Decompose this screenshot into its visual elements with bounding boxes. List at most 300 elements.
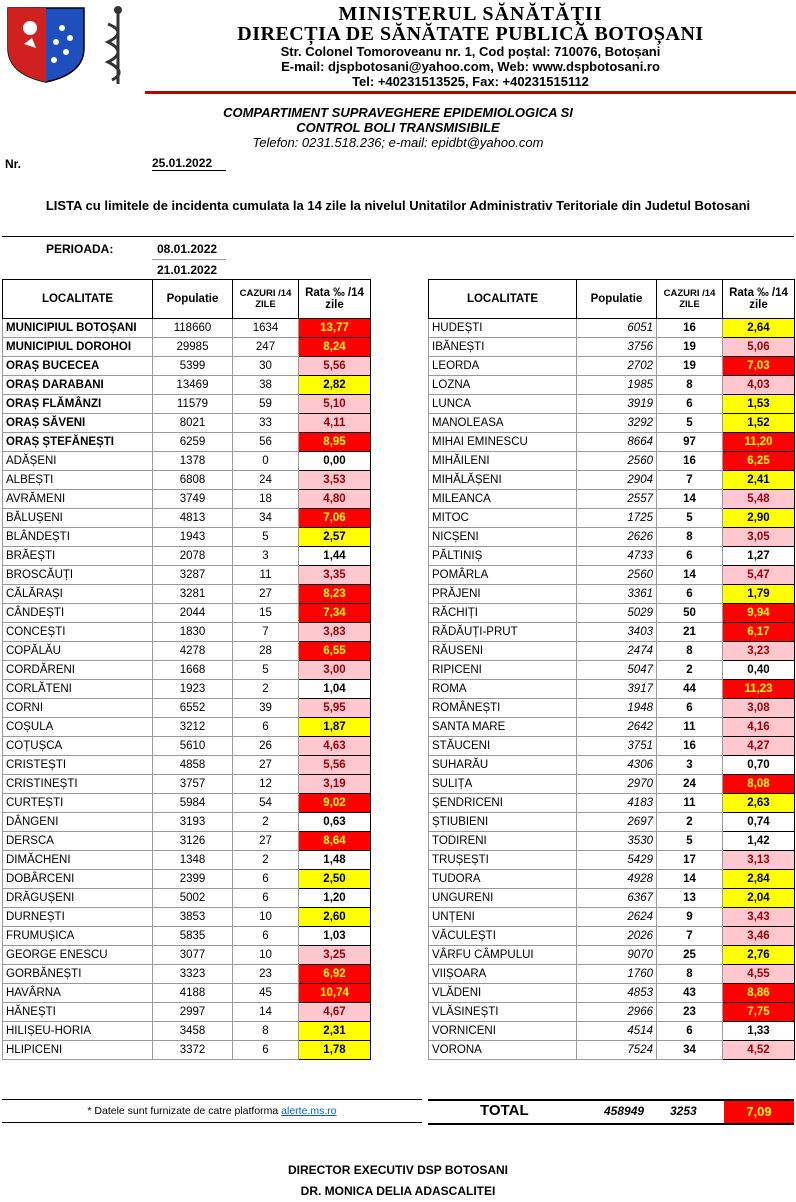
locality-cell: ȘENDRICENI — [429, 794, 577, 813]
table-row — [429, 528, 795, 547]
rate-cell: 7,06 — [299, 509, 371, 528]
cases-cell: 10 — [233, 946, 299, 965]
department-line-1: COMPARTIMENT SUPRAVEGHERE EPIDEMIOLOGICA SI — [223, 105, 573, 120]
department-line-2: CONTROL BOLI TRANSMISIBILE — [296, 120, 500, 135]
cases-cell: 6 — [657, 547, 723, 566]
address: Str. Colonel Tomoroveanu nr. 1, Cod poștal: 710076, Botoșani — [280, 44, 661, 59]
cases-cell: 10 — [233, 908, 299, 927]
table-row — [3, 680, 371, 699]
locality-cell: DÂNGENI — [3, 813, 153, 832]
locality-cell: CRISTEȘTI — [3, 756, 153, 775]
population-cell: 2474 — [577, 642, 657, 661]
locality-cell: HILIȘEU-HORIA — [3, 1022, 153, 1041]
table-row — [3, 566, 371, 585]
locality-cell: RIPICENI — [429, 661, 577, 680]
population-cell: 2904 — [577, 471, 657, 490]
locality-cell: LEORDA — [429, 357, 577, 376]
cases-cell: 16 — [657, 452, 723, 471]
locality-cell: VLĂDENI — [429, 984, 577, 1003]
rate-cell: 4,55 — [723, 965, 795, 984]
population-cell: 3403 — [577, 623, 657, 642]
locality-cell: COȚUȘCA — [3, 737, 153, 756]
locality-cell: CĂLĂRAȘI — [3, 585, 153, 604]
locality-cell: COȘULA — [3, 718, 153, 737]
cases-cell: 12 — [233, 775, 299, 794]
population-cell: 1378 — [153, 452, 233, 471]
rate-cell: 8,23 — [299, 585, 371, 604]
locality-cell: AVRĂMENI — [3, 490, 153, 509]
table-row — [3, 452, 371, 471]
population-cell: 4813 — [153, 509, 233, 528]
population-cell: 2626 — [577, 528, 657, 547]
rate-cell: 5,56 — [299, 357, 371, 376]
cases-cell: 43 — [657, 984, 723, 1003]
table-row — [3, 1041, 371, 1060]
directorate-name: DIRECȚIA DE SĂNĂTATE PUBLICĂ BOTOȘANI — [237, 23, 704, 45]
rate-cell: 5,56 — [299, 756, 371, 775]
population-cell: 3077 — [153, 946, 233, 965]
population-cell: 13469 — [153, 376, 233, 395]
cases-cell: 6 — [657, 395, 723, 414]
population-cell: 6367 — [577, 889, 657, 908]
population-cell: 1830 — [153, 623, 233, 642]
rate-cell: 0,70 — [723, 756, 795, 775]
locality-cell: GORBĂNEȘTI — [3, 965, 153, 984]
signature-block — [0, 1160, 796, 1202]
rate-cell: 3,25 — [299, 946, 371, 965]
rate-cell: 0,00 — [299, 452, 371, 471]
cases-cell: 14 — [657, 566, 723, 585]
rate-cell: 8,95 — [299, 433, 371, 452]
locality-cell: LOZNA — [429, 376, 577, 395]
locality-cell: UNGURENI — [429, 889, 577, 908]
rate-cell: 0,74 — [723, 813, 795, 832]
population-cell: 6552 — [153, 699, 233, 718]
cases-cell: 2 — [233, 680, 299, 699]
locality-cell: ORAȘ FLĂMÂNZI — [3, 395, 153, 414]
rate-cell: 7,03 — [723, 357, 795, 376]
cases-cell: 26 — [233, 737, 299, 756]
locality-cell: HAVÂRNA — [3, 984, 153, 1003]
cases-cell: 7 — [657, 471, 723, 490]
col-population: Populatie — [577, 280, 657, 319]
table-row — [3, 604, 371, 623]
population-cell: 2560 — [577, 566, 657, 585]
cases-cell: 6 — [233, 718, 299, 737]
locality-cell: ORAȘ SĂVENI — [3, 414, 153, 433]
cases-cell: 5 — [657, 832, 723, 851]
table-row — [3, 775, 371, 794]
col-rate: Rata ‰ /14 zile — [723, 280, 795, 319]
table-row — [3, 927, 371, 946]
cases-cell: 14 — [233, 1003, 299, 1022]
table-row — [3, 338, 371, 357]
table-row — [429, 338, 795, 357]
rate-cell: 11,20 — [723, 433, 795, 452]
rate-cell: 2,63 — [723, 794, 795, 813]
locality-cell: VĂCULEȘTI — [429, 927, 577, 946]
cases-cell: 97 — [657, 433, 723, 452]
table-row — [3, 471, 371, 490]
locality-cell: ALBEȘTI — [3, 471, 153, 490]
rate-cell: 13,77 — [299, 319, 371, 338]
cases-cell: 24 — [233, 471, 299, 490]
period-divider — [152, 259, 226, 260]
population-cell: 4853 — [577, 984, 657, 1003]
table-row — [3, 832, 371, 851]
rate-cell: 5,95 — [299, 699, 371, 718]
department-block — [0, 105, 796, 150]
cases-cell: 34 — [657, 1041, 723, 1060]
source-link[interactable]: alerte.ms.ro — [281, 1105, 337, 1117]
cases-cell: 14 — [657, 490, 723, 509]
cases-cell: 8 — [657, 965, 723, 984]
table-row — [429, 604, 795, 623]
population-cell: 4183 — [577, 794, 657, 813]
rate-cell: 2,84 — [723, 870, 795, 889]
cases-cell: 3 — [233, 547, 299, 566]
rate-cell: 10,74 — [299, 984, 371, 1003]
rate-cell: 8,86 — [723, 984, 795, 1003]
rate-cell: 2,57 — [299, 528, 371, 547]
rate-cell: 3,43 — [723, 908, 795, 927]
rate-cell: 1,53 — [723, 395, 795, 414]
locality-cell: RĂUSENI — [429, 642, 577, 661]
population-cell: 8664 — [577, 433, 657, 452]
population-cell: 3372 — [153, 1041, 233, 1060]
locality-cell: MIHĂLĂȘENI — [429, 471, 577, 490]
locality-cell: ORAȘ DARABANI — [3, 376, 153, 395]
population-cell: 1760 — [577, 965, 657, 984]
table-row — [3, 794, 371, 813]
population-cell: 3917 — [577, 680, 657, 699]
population-cell: 3530 — [577, 832, 657, 851]
population-cell: 1725 — [577, 509, 657, 528]
locality-cell: BLÂNDEȘTI — [3, 528, 153, 547]
table-row — [3, 661, 371, 680]
rate-cell: 2,41 — [723, 471, 795, 490]
rate-cell: 1,52 — [723, 414, 795, 433]
locality-cell: MANOLEASA — [429, 414, 577, 433]
locality-cell: MIHAI EMINESCU — [429, 433, 577, 452]
cases-cell: 11 — [233, 566, 299, 585]
locality-cell: DOBÂRCENI — [3, 870, 153, 889]
population-cell: 3756 — [577, 338, 657, 357]
population-cell: 4858 — [153, 756, 233, 775]
locality-cell: DURNEȘTI — [3, 908, 153, 927]
table-row — [3, 946, 371, 965]
locality-cell: SUHARĂU — [429, 756, 577, 775]
population-cell: 3458 — [153, 1022, 233, 1041]
rate-cell: 4,27 — [723, 737, 795, 756]
rate-cell: 2,82 — [299, 376, 371, 395]
cases-cell: 25 — [657, 946, 723, 965]
table-row — [3, 414, 371, 433]
cases-cell: 27 — [233, 585, 299, 604]
note-text: * Datele sunt furnizate de catre platforma — [87, 1105, 282, 1117]
rate-cell: 1,48 — [299, 851, 371, 870]
cases-cell: 56 — [233, 433, 299, 452]
locality-cell: ȘTIUBIENI — [429, 813, 577, 832]
cases-cell: 2 — [657, 813, 723, 832]
rate-cell: 3,46 — [723, 927, 795, 946]
cases-cell: 5 — [657, 509, 723, 528]
rate-cell: 1,42 — [723, 832, 795, 851]
population-cell: 1948 — [577, 699, 657, 718]
table-row — [429, 965, 795, 984]
population-cell: 2044 — [153, 604, 233, 623]
table-row — [429, 699, 795, 718]
population-cell: 4278 — [153, 642, 233, 661]
population-cell: 4188 — [153, 984, 233, 1003]
cases-cell: 27 — [233, 756, 299, 775]
ministry-name: MINISTERUL SĂNĂTĂȚII — [338, 3, 603, 25]
locality-cell: MILEANCA — [429, 490, 577, 509]
population-cell: 2697 — [577, 813, 657, 832]
rate-cell: 1,33 — [723, 1022, 795, 1041]
col-rate: Rata ‰ /14 zile — [299, 280, 371, 319]
table-row — [429, 566, 795, 585]
cases-cell: 27 — [233, 832, 299, 851]
population-cell: 29985 — [153, 338, 233, 357]
population-cell: 3287 — [153, 566, 233, 585]
table-row — [429, 414, 795, 433]
rate-cell: 11,23 — [723, 680, 795, 699]
table-row — [3, 623, 371, 642]
total-population: 458949 — [604, 1104, 645, 1118]
document-number-row — [0, 155, 796, 173]
table-row — [3, 433, 371, 452]
cases-cell: 7 — [657, 927, 723, 946]
population-cell: 2624 — [577, 908, 657, 927]
table-row — [429, 832, 795, 851]
col-locality: LOCALITATE — [3, 280, 153, 319]
table-row — [3, 1003, 371, 1022]
population-cell: 4928 — [577, 870, 657, 889]
table-row — [429, 319, 795, 338]
cases-cell: 2 — [233, 813, 299, 832]
nr-label: Nr. — [5, 157, 22, 171]
rate-cell: 5,06 — [723, 338, 795, 357]
locality-cell: HUDEȘTI — [429, 319, 577, 338]
locality-cell: MITOC — [429, 509, 577, 528]
population-cell: 5002 — [153, 889, 233, 908]
table-row — [429, 718, 795, 737]
table-row — [3, 889, 371, 908]
table-row — [3, 813, 371, 832]
locality-cell: TODIRENI — [429, 832, 577, 851]
cases-cell: 13 — [657, 889, 723, 908]
col-locality: LOCALITATE — [429, 280, 577, 319]
population-cell: 2560 — [577, 452, 657, 471]
table-row — [429, 623, 795, 642]
table-row — [3, 357, 371, 376]
locality-cell: NICȘENI — [429, 528, 577, 547]
population-cell: 3292 — [577, 414, 657, 433]
cases-cell: 1634 — [233, 319, 299, 338]
rate-cell: 3,53 — [299, 471, 371, 490]
table-row — [429, 547, 795, 566]
locality-cell: DRĂGUȘENI — [3, 889, 153, 908]
cases-cell: 6 — [657, 585, 723, 604]
table-row — [3, 737, 371, 756]
cases-cell: 11 — [657, 718, 723, 737]
population-cell: 5399 — [153, 357, 233, 376]
locality-cell: CORDĂRENI — [3, 661, 153, 680]
rate-cell: 3,13 — [723, 851, 795, 870]
left-table — [2, 279, 371, 1060]
rate-cell: 3,23 — [723, 642, 795, 661]
population-cell: 1668 — [153, 661, 233, 680]
total-rate: 7,09 — [724, 1101, 794, 1123]
table-row — [3, 851, 371, 870]
population-cell: 2997 — [153, 1003, 233, 1022]
director-title: DIRECTOR EXECUTIV DSP BOTOSANI — [287, 1163, 509, 1177]
locality-cell: UNȚENI — [429, 908, 577, 927]
locality-cell: CORLĂTENI — [3, 680, 153, 699]
locality-cell: ADĂȘENI — [3, 452, 153, 471]
rate-cell: 1,20 — [299, 889, 371, 908]
table-row — [429, 471, 795, 490]
locality-cell: CÂNDEȘTI — [3, 604, 153, 623]
table-row — [429, 642, 795, 661]
cases-cell: 6 — [233, 889, 299, 908]
population-cell: 3751 — [577, 737, 657, 756]
table-row — [429, 908, 795, 927]
table-row — [429, 433, 795, 452]
cases-cell: 19 — [657, 357, 723, 376]
locality-cell: PĂLTINIȘ — [429, 547, 577, 566]
table-row — [429, 1022, 795, 1041]
col-population: Populatie — [153, 280, 233, 319]
total-row — [428, 1099, 794, 1125]
locality-cell: ROMA — [429, 680, 577, 699]
table-row — [429, 946, 795, 965]
table-row — [429, 490, 795, 509]
table-row — [3, 756, 371, 775]
locality-cell: MUNICIPIUL DOROHOI — [3, 338, 153, 357]
period-from: 08.01.2022 — [157, 242, 218, 256]
population-cell: 3853 — [153, 908, 233, 927]
locality-cell: BĂLUȘENI — [3, 509, 153, 528]
locality-cell: VIIȘOARA — [429, 965, 577, 984]
population-cell: 3757 — [153, 775, 233, 794]
cases-cell: 23 — [657, 1003, 723, 1022]
locality-cell: VORNICENI — [429, 1022, 577, 1041]
locality-cell: VORONA — [429, 1041, 577, 1060]
list-title: LISTA cu limitele de incidenta cumulata la 14 zile la nivelul Unitatilor Administrativ Teritoriale din Judetul Botosani — [45, 198, 751, 213]
period-to: 21.01.2022 — [157, 263, 218, 277]
locality-cell: HĂNEȘTI — [3, 1003, 153, 1022]
cases-cell: 50 — [657, 604, 723, 623]
cases-cell: 39 — [233, 699, 299, 718]
director-name: DR. MONICA DELIA ADASCALITEI — [300, 1184, 496, 1198]
locality-cell: RĂCHIȚI — [429, 604, 577, 623]
population-cell: 1923 — [153, 680, 233, 699]
table-row — [429, 680, 795, 699]
table-row — [429, 376, 795, 395]
locality-cell: BROSCĂUȚI — [3, 566, 153, 585]
rate-cell: 1,44 — [299, 547, 371, 566]
locality-cell: RĂDĂUȚI-PRUT — [429, 623, 577, 642]
cases-cell: 44 — [657, 680, 723, 699]
cases-cell: 9 — [657, 908, 723, 927]
population-cell: 6808 — [153, 471, 233, 490]
table-row — [3, 642, 371, 661]
table-row — [429, 756, 795, 775]
cases-cell: 8 — [657, 528, 723, 547]
rate-cell: 9,02 — [299, 794, 371, 813]
cases-cell: 6 — [233, 1041, 299, 1060]
population-cell: 3323 — [153, 965, 233, 984]
rate-cell: 1,78 — [299, 1041, 371, 1060]
table-row — [3, 699, 371, 718]
phone-fax: Tel: +40231513525, Fax: +40231515112 — [352, 74, 589, 89]
population-cell: 2702 — [577, 357, 657, 376]
rate-cell: 5,48 — [723, 490, 795, 509]
rate-cell: 4,52 — [723, 1041, 795, 1060]
cases-cell: 14 — [657, 870, 723, 889]
header-divider — [145, 91, 796, 94]
rate-cell: 1,04 — [299, 680, 371, 699]
cases-cell: 6 — [233, 870, 299, 889]
cases-cell: 21 — [657, 623, 723, 642]
right-table-header — [429, 280, 795, 319]
table-row — [429, 357, 795, 376]
right-table — [428, 279, 795, 1060]
rate-cell: 1,87 — [299, 718, 371, 737]
document-date: 25.01.2022 — [152, 156, 226, 171]
population-cell: 5029 — [577, 604, 657, 623]
rate-cell: 4,67 — [299, 1003, 371, 1022]
cases-cell: 2 — [233, 851, 299, 870]
cases-cell: 0 — [233, 452, 299, 471]
table-top-border — [2, 236, 794, 237]
cases-cell: 247 — [233, 338, 299, 357]
population-cell: 9070 — [577, 946, 657, 965]
rate-cell: 9,94 — [723, 604, 795, 623]
table-row — [429, 737, 795, 756]
table-row — [429, 794, 795, 813]
locality-cell: FRUMUȘICA — [3, 927, 153, 946]
table-row — [3, 490, 371, 509]
locality-cell: ORAȘ ȘTEFĂNEȘTI — [3, 433, 153, 452]
table-row — [3, 547, 371, 566]
locality-cell: PRĂJENI — [429, 585, 577, 604]
population-cell: 2399 — [153, 870, 233, 889]
cases-cell: 11 — [657, 794, 723, 813]
rate-cell: 2,60 — [299, 908, 371, 927]
cases-cell: 34 — [233, 509, 299, 528]
table-row — [3, 376, 371, 395]
rate-cell: 8,08 — [723, 775, 795, 794]
population-cell: 3212 — [153, 718, 233, 737]
total-cases: 3253 — [670, 1104, 697, 1118]
population-cell: 1985 — [577, 376, 657, 395]
rate-cell: 4,03 — [723, 376, 795, 395]
rate-cell: 6,17 — [723, 623, 795, 642]
locality-cell: COPĂLĂU — [3, 642, 153, 661]
locality-cell: STĂUCENI — [429, 737, 577, 756]
rate-cell: 4,80 — [299, 490, 371, 509]
table-row — [429, 927, 795, 946]
table-row — [3, 585, 371, 604]
population-cell: 4733 — [577, 547, 657, 566]
population-cell: 5610 — [153, 737, 233, 756]
cases-cell: 30 — [233, 357, 299, 376]
rate-cell: 3,08 — [723, 699, 795, 718]
table-row — [3, 319, 371, 338]
